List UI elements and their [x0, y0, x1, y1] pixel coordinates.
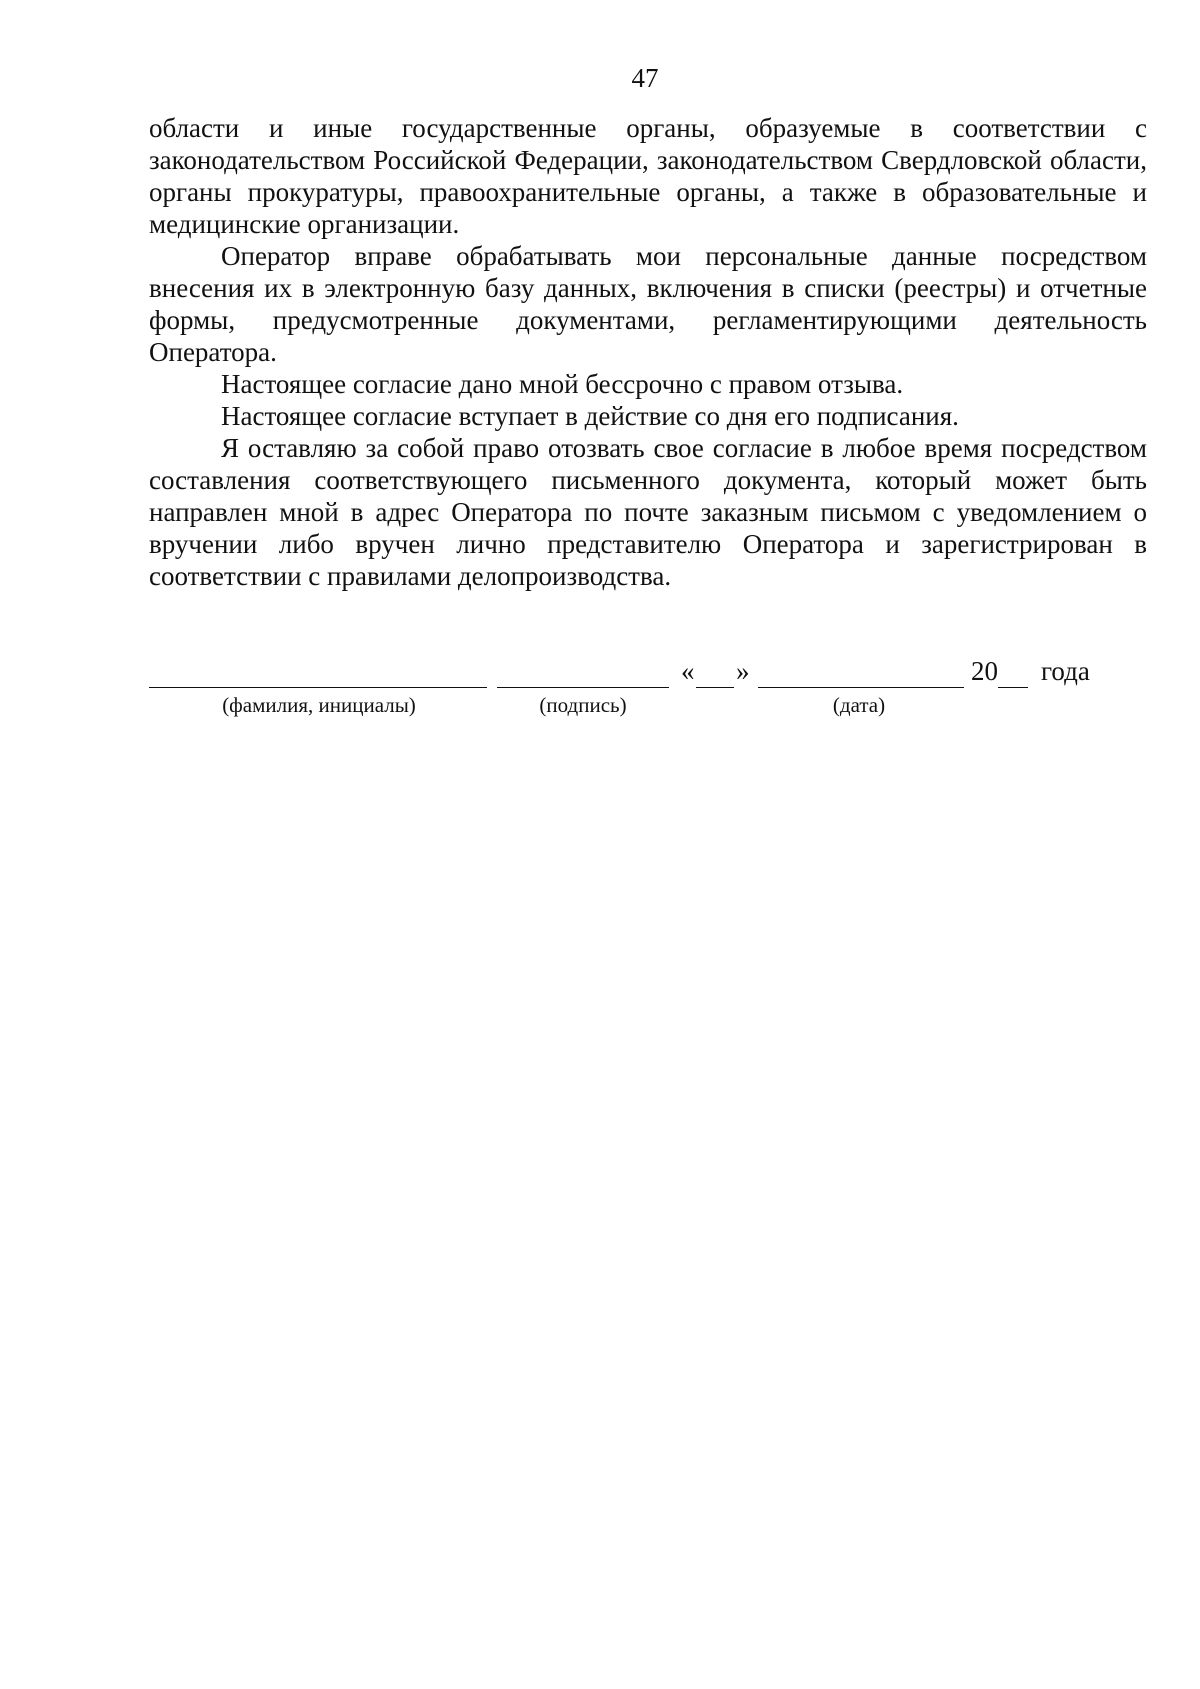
paragraph-recipients: области и иные государственные органы, образуемые в соответствии с законодательством Российской Федерации, законодательством Свердловской области, органы прокуратуры, правоохранительные органы, а также в образовательные и медицинские организации.	[149, 113, 1147, 239]
paragraph-processing-methods: Оператор вправе обрабатывать мои персональные данные посредством внесения их в электронную базу данных, включения в списки (реестры) и отчетные формы, предусмотренные документами, регламентирующими деятельность Оператора.	[149, 241, 1147, 367]
caption-name: (фамилия, инициалы)	[222, 693, 416, 717]
caption-signature: (подпись)	[539, 693, 627, 717]
year-line	[998, 655, 1028, 688]
paragraph-consent-effective: Настоящее согласие вступает в действие со дня его подписания.	[221, 401, 959, 431]
signature-block	[149, 655, 1129, 715]
name-line	[149, 655, 487, 688]
year-prefix: 20	[971, 656, 998, 686]
page-number: 47	[631, 63, 659, 93]
paragraph-revocation: Я оставляю за собой право отозвать свое согласие в любое время посредством составления соответствующего письменного документа, который может быть направлен мной в адрес Оператора по почте заказным письмом с уведомлением о вручении либо вручен лично представителю Оператора и зарегистрирован в соответствии с правилами делопроизводства.	[149, 433, 1147, 591]
date-quote-close: »	[736, 656, 750, 686]
signature-line	[497, 655, 669, 688]
year-suffix: года	[1041, 656, 1090, 686]
caption-date: (дата)	[832, 693, 886, 717]
date-quote-open: «	[681, 656, 695, 686]
document-body	[149, 112, 1147, 592]
month-line	[758, 655, 964, 688]
paragraph-consent-duration: Настоящее согласие дано мной бессрочно с правом отзыва.	[221, 369, 904, 399]
day-line	[696, 655, 734, 688]
